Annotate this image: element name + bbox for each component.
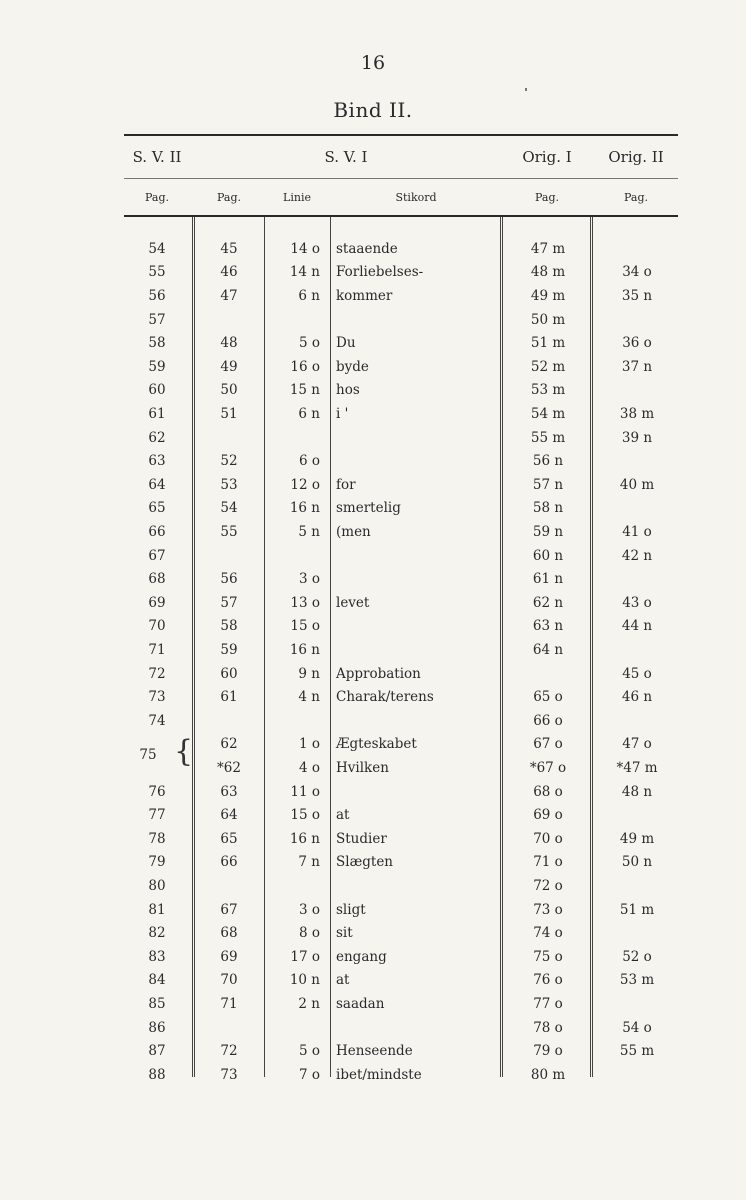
cell-orig1: 49 m — [530, 287, 566, 304]
cell-orig1: 72 o — [533, 877, 563, 894]
cell-orig1: 57 n — [532, 476, 564, 493]
cell-pag: 65 — [220, 830, 238, 847]
cell-stik: Henseende — [336, 1043, 413, 1060]
cell-pag: 51 — [220, 405, 238, 422]
cell-orig2: 44 n — [621, 618, 653, 635]
header-orig2: Orig. II — [608, 148, 664, 166]
table-row — [124, 709, 678, 733]
header-sv1: S. V. I — [324, 148, 368, 166]
cell-stik: i ' — [336, 405, 349, 422]
subheader-stikord: Stikord — [395, 190, 437, 204]
cell-stik — [336, 874, 496, 898]
cell-sv2: 62 — [148, 429, 166, 446]
table-row — [124, 1016, 678, 1040]
cell-sv2: 66 — [148, 523, 166, 540]
cell-orig2: 52 o — [622, 948, 652, 965]
cell-stik — [336, 449, 496, 473]
cell-linie — [264, 1016, 324, 1040]
cell-pag: 71 — [220, 995, 238, 1012]
cell-sv2: 55 — [148, 264, 166, 281]
cell-linie: 7 o — [298, 1066, 320, 1083]
cell-pag: 70 — [220, 972, 238, 989]
cell-linie — [264, 709, 324, 733]
table-row — [124, 284, 678, 308]
cell-orig1: 69 o — [533, 807, 563, 824]
cell-orig2 — [596, 638, 678, 662]
cell-stik — [336, 709, 496, 733]
cell-linie: 1 o — [298, 736, 320, 753]
cell-stik: Charak/terens — [336, 689, 434, 706]
cell-sv2: 88 — [148, 1066, 166, 1083]
brace-icon: { — [174, 733, 194, 769]
cell-orig2: 34 o — [622, 264, 652, 281]
cell-orig1: 75 o — [533, 948, 563, 965]
cell-orig1: 68 o — [533, 783, 563, 800]
cell-orig2 — [596, 874, 678, 898]
cell-stik — [336, 308, 496, 332]
cell-sv2: 72 — [148, 665, 166, 682]
cell-sv2: 73 — [148, 689, 166, 706]
cell-orig2: *47 m — [616, 759, 658, 776]
cell-sv2: 59 — [148, 358, 166, 375]
cell-orig1: 53 m — [530, 382, 566, 399]
table-row — [124, 520, 678, 544]
table-row — [124, 237, 678, 261]
cell-linie: 16 n — [289, 641, 320, 658]
table-row — [124, 733, 678, 757]
cell-orig1: 59 n — [532, 523, 564, 540]
table-row — [124, 308, 678, 332]
cell-orig2: 37 n — [621, 358, 653, 375]
cell-orig2 — [596, 497, 678, 521]
cell-orig2: 51 m — [619, 901, 655, 918]
table-row — [124, 898, 678, 922]
cell-orig1: 62 n — [532, 594, 564, 611]
cell-orig2: 38 m — [619, 405, 655, 422]
cell-orig1: 61 n — [532, 571, 564, 588]
cell-stik: staaende — [336, 240, 398, 257]
cell-orig1: 48 m — [530, 264, 566, 281]
cell-linie: 11 o — [290, 783, 320, 800]
cell-linie: 12 o — [290, 476, 320, 493]
cell-linie: 6 n — [298, 405, 320, 422]
cell-orig2 — [596, 379, 678, 403]
cell-orig2: 42 n — [621, 547, 653, 564]
volume-title: Bind II. — [333, 98, 413, 122]
cell-stik: smertelig — [336, 500, 401, 517]
header-row — [124, 136, 678, 178]
cell-stik: Studier — [336, 830, 387, 847]
cell-orig2: 39 n — [621, 429, 653, 446]
cell-pag: 66 — [220, 854, 238, 871]
cell-orig1: 47 m — [530, 240, 566, 257]
table-row — [124, 969, 678, 993]
cell-pag: 61 — [220, 689, 238, 706]
cell-sv2: 78 — [148, 830, 166, 847]
cell-sv2: 56 — [148, 287, 166, 304]
cell-pag: 72 — [220, 1043, 238, 1060]
cell-pag: 46 — [220, 264, 238, 281]
table-row — [124, 685, 678, 709]
cell-sv2: 85 — [148, 995, 166, 1012]
cell-orig2: 49 m — [619, 830, 655, 847]
cell-orig1: 80 m — [530, 1066, 566, 1083]
cell-orig1: 64 n — [532, 641, 564, 658]
cell-linie — [264, 544, 324, 568]
cell-orig1: 70 o — [533, 830, 563, 847]
cell-pag: 67 — [220, 901, 238, 918]
table-body — [124, 217, 678, 1083]
cell-sv2: 79 — [148, 854, 166, 871]
cell-pag: 57 — [220, 594, 238, 611]
cell-stik: sligt — [336, 901, 366, 918]
cell-stik: sit — [336, 925, 353, 942]
cell-linie: 7 n — [298, 854, 320, 871]
cell-stik: Du — [336, 335, 356, 352]
table-row — [124, 449, 678, 473]
cell-sv2: 74 — [148, 712, 166, 729]
cell-pag: 64 — [220, 807, 238, 824]
cell-linie: 15 o — [290, 618, 320, 635]
cell-sv2: 61 — [148, 405, 166, 422]
cell-orig1: 74 o — [533, 925, 563, 942]
cell-orig1: 51 m — [530, 335, 566, 352]
table-row — [124, 426, 678, 450]
cell-pag — [196, 544, 262, 568]
cell-orig1: 73 o — [533, 901, 563, 918]
cell-stik — [336, 615, 496, 639]
cell-sv2: 82 — [148, 925, 166, 942]
ink-mark — [525, 88, 527, 91]
header-sv2: S. V. II — [132, 148, 182, 166]
cell-orig1: 71 o — [533, 854, 563, 871]
cell-stik — [336, 567, 496, 591]
cell-orig1: 52 m — [530, 358, 566, 375]
cell-linie: 10 n — [289, 972, 320, 989]
cell-sv2: 60 — [148, 382, 166, 399]
cell-linie: 4 n — [298, 689, 320, 706]
table-row — [124, 803, 678, 827]
cell-linie: 6 n — [298, 287, 320, 304]
cell-linie: 3 o — [298, 571, 320, 588]
cell-pag: 62 — [220, 736, 238, 753]
table-row — [124, 827, 678, 851]
table-row — [124, 615, 678, 639]
cell-sv2: 58 — [148, 335, 166, 352]
cell-sv2: 70 — [148, 618, 166, 635]
cell-pag: *62 — [217, 759, 241, 776]
cell-sv2: 80 — [148, 877, 166, 894]
subheader-row — [124, 178, 678, 215]
cell-stik: kommer — [336, 287, 393, 304]
table-row — [124, 379, 678, 403]
cell-sv2: 81 — [148, 901, 166, 918]
cell-sv2: 77 — [148, 807, 166, 824]
table-row — [124, 638, 678, 662]
header-orig1: Orig. I — [522, 148, 572, 166]
cell-stik: Hvilken — [336, 759, 389, 776]
cell-sv2: 71 — [148, 641, 166, 658]
subheader-pag: Pag. — [216, 190, 241, 204]
cell-pag — [196, 709, 262, 733]
cell-orig1: 79 o — [533, 1043, 563, 1060]
cell-orig2 — [596, 308, 678, 332]
cell-stik — [336, 426, 496, 450]
cell-pag: 50 — [220, 382, 238, 399]
cell-orig1: 58 n — [532, 500, 564, 517]
cell-orig1: 78 o — [533, 1019, 563, 1036]
cell-orig1: 50 m — [530, 311, 566, 328]
cell-pag: 69 — [220, 948, 238, 965]
cell-orig2: 46 n — [621, 689, 653, 706]
cell-stik: saadan — [336, 995, 385, 1012]
merged-row-label: 75 — [139, 746, 157, 763]
table-row — [124, 544, 678, 568]
cell-pag: 47 — [220, 287, 238, 304]
cell-orig2: 50 n — [621, 854, 653, 871]
subheader-linie: Linie — [283, 190, 311, 204]
table-row — [124, 497, 678, 521]
cell-orig2: 48 n — [621, 783, 653, 800]
cell-orig2: 40 m — [619, 476, 655, 493]
cell-linie: 2 n — [298, 995, 320, 1012]
cell-linie: 9 n — [298, 665, 320, 682]
cell-pag: 63 — [220, 783, 238, 800]
cell-sv2: 54 — [148, 240, 166, 257]
cell-pag: 48 — [220, 335, 238, 352]
cell-pag — [196, 874, 262, 898]
cell-linie: 17 o — [290, 948, 320, 965]
cell-orig2 — [596, 803, 678, 827]
cell-orig2: 47 o — [622, 736, 652, 753]
cell-linie: 16 n — [289, 500, 320, 517]
cell-orig1: 55 m — [530, 429, 566, 446]
cell-stik: engang — [336, 948, 387, 965]
cell-orig1: 63 n — [532, 618, 564, 635]
cell-orig1: 60 n — [532, 547, 564, 564]
cell-pag: 45 — [220, 240, 238, 257]
cell-stik — [336, 1016, 496, 1040]
cell-orig1: 76 o — [533, 972, 563, 989]
cell-stik: byde — [336, 358, 369, 375]
cell-sv2: 64 — [148, 476, 166, 493]
cell-linie: 14 o — [290, 240, 320, 257]
concordance-table — [124, 134, 678, 1083]
cell-pag: 60 — [220, 665, 238, 682]
cell-stik: at — [336, 972, 350, 989]
cell-stik: levet — [336, 594, 370, 611]
cell-stik: Slægten — [336, 854, 394, 871]
cell-sv2: 65 — [148, 500, 166, 517]
cell-orig1: 54 m — [530, 405, 566, 422]
cell-pag: 56 — [220, 571, 238, 588]
cell-orig2: 43 o — [622, 594, 652, 611]
table-row — [124, 591, 678, 615]
cell-linie: 13 o — [290, 594, 320, 611]
subheader-pag: Pag. — [144, 190, 169, 204]
cell-orig1: *67 o — [529, 759, 567, 776]
cell-linie: 4 o — [298, 759, 320, 776]
cell-stik — [336, 638, 496, 662]
cell-linie — [264, 308, 324, 332]
cell-linie: 14 n — [289, 264, 320, 281]
cell-orig2 — [596, 1063, 678, 1087]
subheader-pag: Pag. — [534, 190, 559, 204]
cell-pag: 68 — [220, 925, 238, 942]
cell-linie: 5 o — [298, 1043, 320, 1060]
cell-sv2: 83 — [148, 948, 166, 965]
cell-sv2: 84 — [148, 972, 166, 989]
table-row — [124, 355, 678, 379]
cell-pag: 54 — [220, 500, 238, 517]
page-number: 16 — [360, 52, 386, 74]
cell-pag: 49 — [220, 358, 238, 375]
table-row — [124, 756, 678, 780]
cell-sv2: 63 — [148, 453, 166, 470]
table-row — [124, 851, 678, 875]
cell-orig1: 56 n — [532, 453, 564, 470]
cell-stik: at — [336, 807, 350, 824]
cell-orig2: 35 n — [621, 287, 653, 304]
cell-stik — [336, 544, 496, 568]
cell-orig2 — [596, 992, 678, 1016]
table-row — [124, 261, 678, 285]
cell-pag — [196, 1016, 262, 1040]
cell-linie — [264, 874, 324, 898]
cell-linie: 8 o — [298, 925, 320, 942]
cell-sv2: 68 — [148, 571, 166, 588]
cell-stik — [336, 780, 496, 804]
cell-pag: 55 — [220, 523, 238, 540]
cell-orig1: 67 o — [533, 736, 563, 753]
cell-linie: 16 o — [290, 358, 320, 375]
cell-sv2: 57 — [148, 311, 166, 328]
cell-orig1 — [508, 662, 588, 686]
cell-linie: 16 n — [289, 830, 320, 847]
cell-pag: 58 — [220, 618, 238, 635]
table-row — [124, 662, 678, 686]
cell-stik: Forliebelses- — [336, 264, 424, 281]
table-row — [124, 780, 678, 804]
cell-pag: 73 — [220, 1066, 238, 1083]
cell-orig2 — [596, 921, 678, 945]
table-row — [124, 567, 678, 591]
cell-sv2: 67 — [148, 547, 166, 564]
subheader-pag: Pag. — [623, 190, 648, 204]
cell-linie: 15 n — [289, 382, 320, 399]
cell-stik: Ægteskabet — [336, 736, 417, 753]
cell-orig2: 55 m — [619, 1043, 655, 1060]
cell-orig2: 41 o — [622, 523, 652, 540]
cell-pag: 53 — [220, 476, 238, 493]
table-row — [124, 921, 678, 945]
cell-linie: 5 n — [298, 523, 320, 540]
cell-orig1: 65 o — [533, 689, 563, 706]
cell-orig1: 66 o — [533, 712, 563, 729]
cell-sv2: 76 — [148, 783, 166, 800]
cell-stik: ibet/mindste — [336, 1066, 422, 1083]
cell-orig2 — [596, 709, 678, 733]
table-row — [124, 473, 678, 497]
cell-sv2: 86 — [148, 1019, 166, 1036]
cell-sv2: 87 — [148, 1043, 166, 1060]
cell-orig2: 54 o — [622, 1019, 652, 1036]
cell-orig1: 77 o — [533, 995, 563, 1012]
cell-linie — [264, 426, 324, 450]
table-row — [124, 1063, 678, 1087]
cell-linie: 5 o — [298, 335, 320, 352]
cell-orig2 — [596, 567, 678, 591]
table-row — [124, 331, 678, 355]
cell-pag: 59 — [220, 641, 238, 658]
cell-pag: 52 — [220, 453, 238, 470]
cell-linie: 3 o — [298, 901, 320, 918]
cell-orig2: 36 o — [622, 335, 652, 352]
table-row — [124, 992, 678, 1016]
table-row — [124, 1039, 678, 1063]
cell-pag — [196, 426, 262, 450]
cell-orig2: 45 o — [622, 665, 652, 682]
cell-sv2: 69 — [148, 594, 166, 611]
cell-stik: Approbation — [336, 665, 421, 682]
cell-stik: hos — [336, 382, 360, 399]
cell-linie: 15 o — [290, 807, 320, 824]
table-row — [124, 402, 678, 426]
cell-orig2: 53 m — [619, 972, 655, 989]
cell-orig2 — [596, 449, 678, 473]
cell-stik: (men — [336, 523, 371, 540]
table-row — [124, 874, 678, 898]
table-row — [124, 945, 678, 969]
cell-pag — [196, 308, 262, 332]
cell-linie: 6 o — [298, 453, 320, 470]
cell-orig2 — [596, 237, 678, 261]
cell-stik: for — [336, 476, 356, 493]
